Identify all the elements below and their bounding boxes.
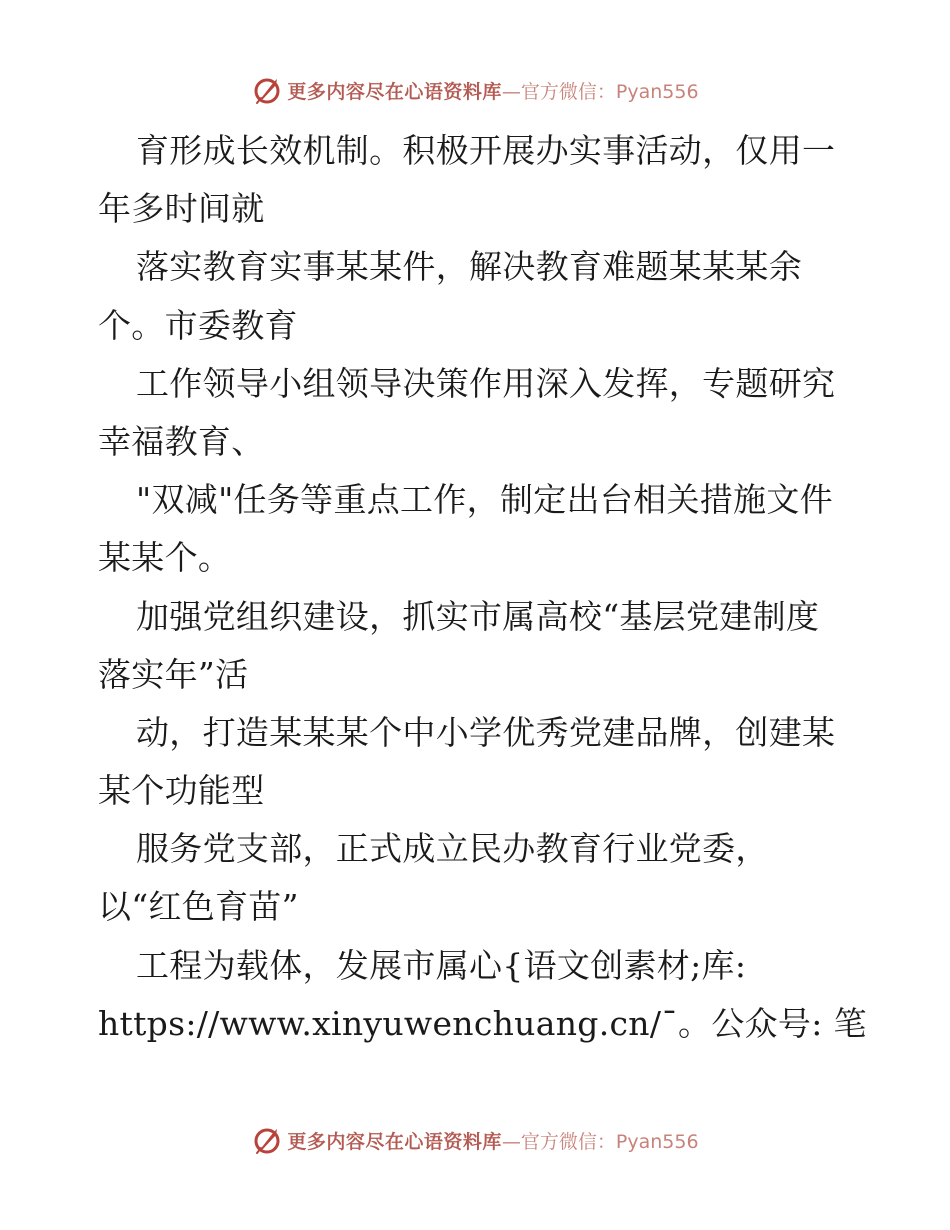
banner-title: 更多内容尽在心语资料库 <box>287 1130 502 1153</box>
body-line: 育形成长效机制。积极开展办实事活动，仅用一 <box>136 131 836 170</box>
body-line: 加强党组织建设，抓实市属高校“基层党建制度 <box>136 596 820 636</box>
document-body <box>98 122 867 1053</box>
body-line: 个。市委教育 <box>98 305 298 345</box>
body-line: 动，打造某某某个中小学优秀党建品牌，创建某 <box>136 712 836 752</box>
header-banner <box>0 70 950 110</box>
body-line: "双减"任务等重点工作，制定出台相关措施文件 <box>136 480 833 520</box>
body-line: 以“红色育苗” <box>98 887 299 927</box>
body-line: 幸福教育、 <box>98 421 265 461</box>
body-line: https://www.xinyuwenchuang.cn/¯。公众号: 笔 <box>98 1003 867 1043</box>
banner-wechat: —官方微信：Pyan556 <box>501 80 699 103</box>
banner-title: 更多内容尽在心语资料库 <box>287 80 502 103</box>
body-line: 工作领导小组领导决策作用深入发挥，专题研究 <box>136 363 836 403</box>
quill-pen-logo-icon <box>251 74 283 106</box>
body-line: 服务党支部，正式成立民办教育行业党委， <box>136 829 769 869</box>
body-line: 工程为载体，发展市属心{语文创素材;库: <box>136 945 747 985</box>
quill-pen-logo-icon <box>251 1124 283 1156</box>
footer-banner <box>0 1120 950 1160</box>
body-line: 落实教育实事某某件，解决教育难题某某某余 <box>136 247 802 287</box>
banner-wechat: —官方微信：Pyan556 <box>501 1130 699 1153</box>
body-line: 某个功能型 <box>98 771 265 811</box>
body-line: 年多时间就 <box>98 189 265 229</box>
body-line: 某某个。 <box>98 538 232 578</box>
body-line: 落实年”活 <box>98 654 249 694</box>
